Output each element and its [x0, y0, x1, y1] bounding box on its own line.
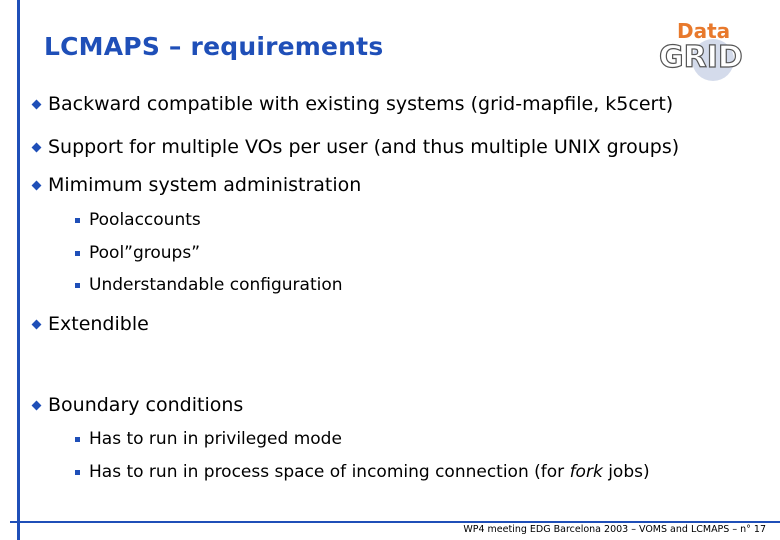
sub-bullet-privileged-mode — [75, 429, 342, 449]
diamond-bullet-icon — [32, 400, 42, 410]
bullet-text: Extendible — [48, 313, 149, 335]
diamond-bullet-icon — [32, 142, 42, 152]
square-bullet-icon — [75, 283, 80, 288]
square-bullet-icon — [75, 218, 80, 223]
sub-bullet-text: Pool”groups” — [89, 243, 201, 263]
diamond-bullet-icon — [32, 180, 42, 190]
svg-text:GRID: GRID — [659, 40, 743, 75]
sub-bullet-configuration — [75, 275, 343, 295]
bullet-multiple-vos — [33, 136, 679, 158]
bullet-text: Support for multiple VOs per user (and thus multiple UNIX groups) — [48, 136, 680, 158]
bullet-backward-compatible — [33, 93, 673, 115]
sub-bullet-text: Has to run in process space of incoming connection (for fork jobs) — [89, 462, 650, 482]
bullet-text: Mimimum system administration — [48, 174, 362, 196]
bullet-text: Boundary conditions — [48, 394, 244, 416]
diamond-bullet-icon — [32, 99, 42, 109]
bullet-extendible — [33, 313, 149, 335]
footer-rule — [10, 521, 780, 523]
sub-bullet-poolgroups — [75, 243, 200, 263]
square-bullet-icon — [75, 470, 80, 475]
fork-emphasis: fork — [569, 462, 603, 482]
footer-text: WP4 meeting EDG Barcelona 2003 – VOMS and LCMAPS – n° 17 — [463, 524, 766, 535]
bullet-text: Backward compatible with existing systems (grid-mapfile, k5cert) — [48, 93, 674, 115]
diamond-bullet-icon — [32, 319, 42, 329]
sub-bullet-process-space — [75, 462, 650, 482]
sub-bullet-text: Has to run in privileged mode — [89, 429, 342, 449]
bullet-minimum-admin — [33, 174, 361, 196]
sub-bullet-text: Poolaccounts — [89, 210, 201, 230]
square-bullet-icon — [75, 251, 80, 256]
sub-bullet-text: Understandable configuration — [89, 275, 343, 295]
left-rule — [17, 0, 20, 540]
slide-title: LCMAPS – requirements — [44, 32, 384, 61]
svg-text:Data: Data — [677, 20, 731, 43]
sub-bullet-poolaccounts — [75, 210, 201, 230]
square-bullet-icon — [75, 437, 80, 442]
datagrid-logo — [655, 20, 761, 82]
bullet-boundary-conditions — [33, 394, 243, 416]
